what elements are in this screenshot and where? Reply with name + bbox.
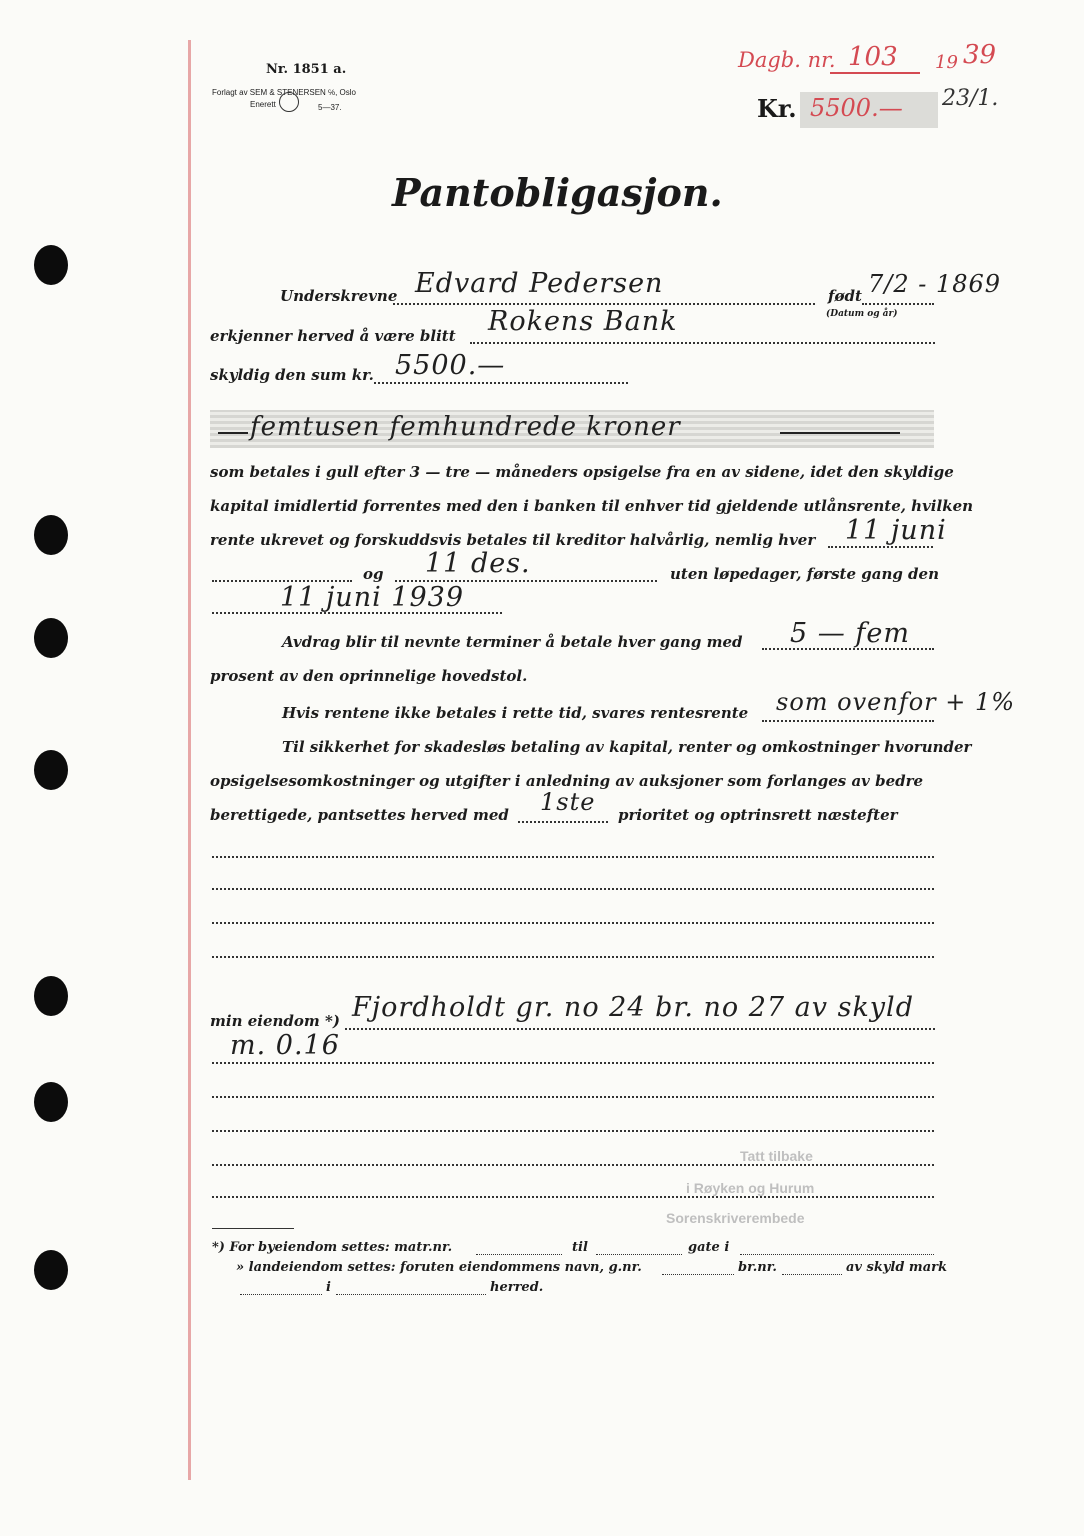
fodt-label: født [828,287,862,305]
eiendom-value: Fjordholdt gr. no 24 br. no 27 av skyld [352,992,914,1023]
hvis-line [762,720,934,722]
avdrag-value: 5 — fem [790,618,910,649]
body-line-4-tail: uten løpedager, første gang den [670,565,939,583]
hvis-text: Hvis rentene ikke betales i rette tid, svares rentesrente [282,704,749,722]
stamp-line-1: Tatt tilbake [740,1148,813,1164]
sum-value: 5500.— [395,350,506,381]
body-line-2: kapital imidlertid forrentes med den i banken til enhver tid gjeldende utlånsrente, hvilken [210,497,974,515]
form-number: Nr. 1851 a. [266,62,347,77]
fodt-note: (Datum og år) [826,309,898,319]
publisher-line: Forlagt av SEM & STENERSEN ℅, Oslo [212,88,357,97]
body-line-3: rente ukrevet og forskuddsvis betales til kreditor halvårlig, nemlig hver [210,531,816,549]
sikkerhet-line-3a: berettigede, pantsettes herved med [210,806,509,824]
blank-line [212,1096,934,1098]
punch-hole [34,618,68,658]
prosent-text: prosent av den oprinnelige hovedstol. [210,667,528,685]
fodt-value: 7/2 - 1869 [868,270,1002,298]
sikkerhet-line-1: Til sikkerhet for skadesløs betaling av kapital, renter og omkostninger hvorunder [282,738,972,756]
blank-line [212,1196,934,1198]
footnote-line-2a: » landeiendom settes: foruten eiendommens navn, g.nr. [236,1260,642,1275]
footnote-dots [336,1294,486,1295]
footnote-dots [476,1254,562,1255]
fodt-line [862,303,934,305]
avdrag-text: Avdrag blir til nevnte terminer å betale hver gang med [282,633,743,651]
footnote-line-2b: br.nr. [738,1260,777,1275]
dagb-number: 103 [848,42,898,72]
dagb-year: 39 [963,40,997,70]
footnote-dots [782,1274,842,1275]
footnote-dots [740,1254,934,1255]
dagb-year-prefix: 19 [935,52,958,73]
creditor-value: Rokens Bank [488,306,678,337]
creditor-line [470,342,935,344]
footnote-line-1b: til [572,1240,588,1255]
kr-amount: 5500.— [810,94,903,122]
print-code: 5—37. [318,103,342,112]
sikkerhet-line-3b: prioritet og optrinsrett næstefter [618,806,898,824]
kr-label: Kr. [757,94,797,123]
footnote-line-3a: i [326,1280,331,1295]
punch-hole [34,1250,68,1290]
document-title: Pantobligasjon. [392,170,723,215]
sum-words-value: femtusen femhundrede kroner [250,412,681,442]
term1-line [828,546,933,548]
eiendom-line [345,1028,935,1030]
punch-hole [34,515,68,555]
eiendom-value-2: m. 0.16 [230,1030,340,1061]
dagb-underline [830,72,920,74]
eiendom-line-2 [212,1062,934,1064]
sum-line [374,382,628,384]
sum-words-dash [218,432,248,434]
rights-label: Enerett [250,100,276,109]
footnote-dots [240,1294,322,1295]
punch-hole [34,976,68,1016]
footnote-line-1a: *) For byeiendom settes: matr.nr. [212,1240,453,1255]
dagb-label: Dagb. nr. [738,48,836,72]
footnote-line-3b: herred. [490,1280,544,1295]
eiendom-label: min eiendom *) [210,1012,340,1030]
punch-hole [34,750,68,790]
underskrevne-line [393,303,815,305]
underskrevne-label: Underskrevne [280,287,398,305]
term1-value: 11 juni [845,515,947,546]
margin-line [188,40,191,1480]
blank-line [212,922,934,924]
blank-line [212,1130,934,1132]
punch-hole [34,245,68,285]
underskrevne-value: Edvard Pedersen [415,268,664,299]
priority-value: 1ste [540,788,596,816]
publisher-logo-icon [279,92,299,112]
footnote-dots [596,1254,682,1255]
body-line-1: som betales i gull efter 3 — tre — måneders opsigelse fra en av sidene, idet den skyldige [210,463,954,481]
footnote-line-1c: gate i [688,1240,730,1255]
og-label: og [363,565,384,583]
sum-words-dash [780,432,900,434]
punch-hole [34,1082,68,1122]
sikkerhet-line-2: opsigelsesomkostninger og utgifter i anledning av auksjoner som forlanges av bedre [210,772,924,790]
blank-line [212,856,934,858]
blank-line [212,956,934,958]
term2-value: 11 des. [425,548,531,579]
footnote-line-2c: av skyld mark [846,1260,947,1275]
first-date-value: 11 juni 1939 [280,582,465,613]
footnote-dots [662,1274,734,1275]
hvis-value: som ovenfor + 1% [776,688,1016,716]
blank-line [212,1164,934,1166]
stamp-line-3: Sorenskriverembede [666,1210,805,1226]
stamp-line-2: i Røyken og Hurum [686,1180,815,1196]
kr-date: 23/1. [942,86,999,111]
footnote-rule [212,1228,294,1229]
erkjenner-label: erkjenner herved å være blitt [210,327,456,345]
skyldig-label: skyldig den sum kr. [210,366,374,384]
priority-line [518,821,608,823]
blank-line [212,888,934,890]
